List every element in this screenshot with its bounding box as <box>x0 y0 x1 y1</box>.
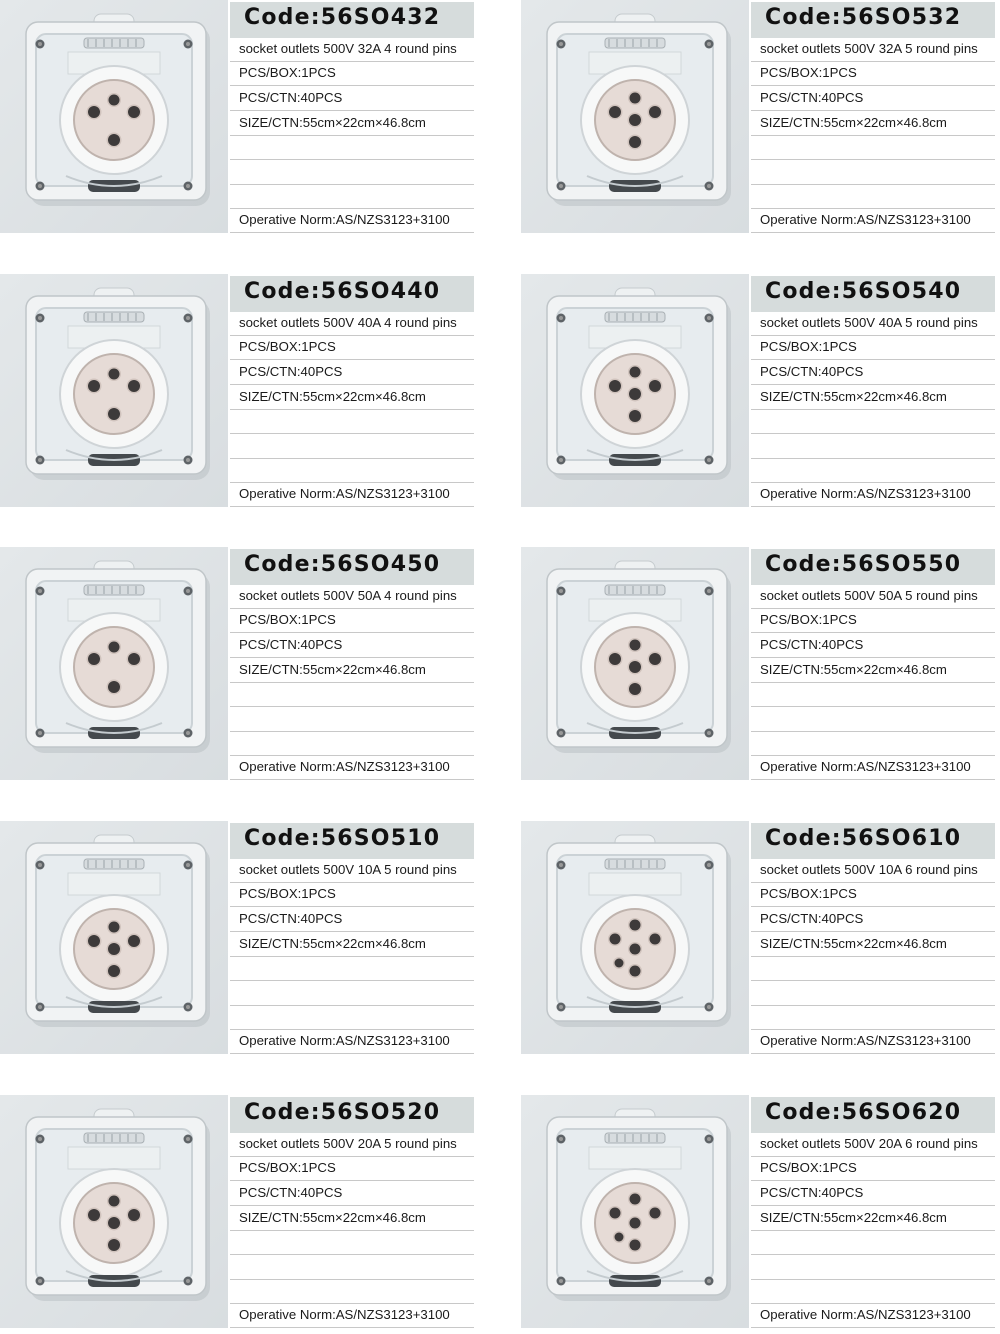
spec-row <box>230 755 474 780</box>
pcs-per-box: PCS/BOX:1PCS <box>760 65 857 80</box>
product-card <box>0 274 475 507</box>
product-code: Code:56SO432 <box>244 5 441 30</box>
product-card <box>521 1095 996 1328</box>
socket-outlet-icon <box>0 821 228 1054</box>
spec-row <box>230 608 474 633</box>
spec-row <box>230 658 474 683</box>
spec-row <box>751 1181 995 1206</box>
spec-row <box>751 981 995 1006</box>
spec-row <box>230 1206 474 1231</box>
product-code-bar <box>751 1097 995 1133</box>
product-code: Code:56SO540 <box>765 279 962 304</box>
product-info <box>230 547 474 780</box>
product-info <box>751 0 995 233</box>
pcs-per-box: PCS/BOX:1PCS <box>239 612 336 627</box>
spec-row <box>230 932 474 957</box>
spec-row <box>230 956 474 981</box>
spec-row <box>230 184 474 209</box>
socket-outlet-icon <box>521 821 749 1054</box>
socket-outlet-icon <box>0 547 228 780</box>
product-code-bar <box>230 1097 474 1133</box>
spec-row <box>751 135 995 160</box>
spec-row <box>230 907 474 932</box>
product-code-bar <box>751 276 995 312</box>
spec-row <box>751 658 995 683</box>
pcs-per-box: PCS/BOX:1PCS <box>239 1160 336 1175</box>
spec-row <box>751 482 995 507</box>
pcs-per-carton: PCS/CTN:40PCS <box>760 364 864 379</box>
socket-outlet-icon <box>521 1095 749 1328</box>
product-card <box>521 0 996 233</box>
spec-row <box>230 135 474 160</box>
operative-norm: Operative Norm:AS/NZS3123+3100 <box>239 1033 450 1048</box>
product-code: Code:56SO450 <box>244 552 441 577</box>
pcs-per-carton: PCS/CTN:40PCS <box>760 637 864 652</box>
product-code: Code:56SO520 <box>244 1100 441 1125</box>
spec-row <box>751 61 995 86</box>
product-code-bar <box>751 823 995 859</box>
operative-norm: Operative Norm:AS/NZS3123+3100 <box>760 486 971 501</box>
product-code-bar <box>230 276 474 312</box>
spec-row <box>751 1156 995 1181</box>
product-card <box>521 821 996 1054</box>
spec-row <box>230 385 474 410</box>
product-description: socket outlets 500V 32A 5 round pins <box>760 41 978 56</box>
socket-outlet-icon <box>521 0 749 233</box>
spec-row <box>751 1029 995 1054</box>
product-code: Code:56SO532 <box>765 5 962 30</box>
operative-norm: Operative Norm:AS/NZS3123+3100 <box>760 1307 971 1322</box>
pcs-per-carton: PCS/CTN:40PCS <box>760 90 864 105</box>
product-code: Code:56SO510 <box>244 826 441 851</box>
spec-row <box>751 858 995 883</box>
spec-row <box>751 1206 995 1231</box>
pcs-per-carton: PCS/CTN:40PCS <box>239 364 343 379</box>
product-description: socket outlets 500V 10A 6 round pins <box>760 862 978 877</box>
spec-row <box>230 682 474 707</box>
spec-row <box>751 111 995 136</box>
spec-row <box>751 184 995 209</box>
pcs-per-carton: PCS/CTN:40PCS <box>760 911 864 926</box>
product-info <box>230 821 474 1054</box>
operative-norm: Operative Norm:AS/NZS3123+3100 <box>239 1307 450 1322</box>
socket-outlet-icon <box>0 1095 228 1328</box>
spec-row <box>751 907 995 932</box>
product-code-bar <box>230 2 474 38</box>
spec-row <box>230 981 474 1006</box>
product-info <box>751 274 995 507</box>
spec-row <box>751 755 995 780</box>
spec-row <box>751 1255 995 1280</box>
product-photo <box>521 547 749 780</box>
spec-row <box>751 1005 995 1030</box>
spec-row <box>230 111 474 136</box>
spec-row <box>230 707 474 732</box>
pcs-per-carton: PCS/CTN:40PCS <box>239 1185 343 1200</box>
spec-row <box>230 360 474 385</box>
product-photo <box>521 1095 749 1328</box>
spec-row <box>230 858 474 883</box>
product-photo <box>521 0 749 233</box>
product-photo <box>0 821 228 1054</box>
product-code: Code:56SO620 <box>765 1100 962 1125</box>
spec-row <box>751 208 995 233</box>
carton-size: SIZE/CTN:55cm×22cm×46.8cm <box>760 662 947 677</box>
product-photo <box>0 547 228 780</box>
product-description: socket outlets 500V 10A 5 round pins <box>239 862 457 877</box>
carton-size: SIZE/CTN:55cm×22cm×46.8cm <box>239 389 426 404</box>
spec-row <box>230 434 474 459</box>
operative-norm: Operative Norm:AS/NZS3123+3100 <box>760 759 971 774</box>
spec-row <box>230 633 474 658</box>
operative-norm: Operative Norm:AS/NZS3123+3100 <box>239 759 450 774</box>
product-card <box>521 547 996 780</box>
product-card <box>0 0 475 233</box>
spec-row <box>230 458 474 483</box>
spec-row <box>751 434 995 459</box>
spec-row <box>230 1029 474 1054</box>
product-info <box>230 274 474 507</box>
spec-row <box>751 1230 995 1255</box>
product-info <box>751 821 995 1054</box>
pcs-per-box: PCS/BOX:1PCS <box>760 1160 857 1175</box>
pcs-per-box: PCS/BOX:1PCS <box>239 886 336 901</box>
socket-outlet-icon <box>521 547 749 780</box>
product-code-bar <box>751 549 995 585</box>
carton-size: SIZE/CTN:55cm×22cm×46.8cm <box>760 1210 947 1225</box>
product-description: socket outlets 500V 20A 5 round pins <box>239 1136 457 1151</box>
product-photo <box>521 821 749 1054</box>
operative-norm: Operative Norm:AS/NZS3123+3100 <box>239 212 450 227</box>
product-card <box>521 274 996 507</box>
spec-row <box>751 932 995 957</box>
spec-row <box>230 1303 474 1328</box>
spec-row <box>751 633 995 658</box>
carton-size: SIZE/CTN:55cm×22cm×46.8cm <box>239 1210 426 1225</box>
spec-row <box>751 311 995 336</box>
carton-size: SIZE/CTN:55cm×22cm×46.8cm <box>760 936 947 951</box>
spec-row <box>230 160 474 185</box>
product-photo <box>0 1095 228 1328</box>
pcs-per-carton: PCS/CTN:40PCS <box>239 637 343 652</box>
product-description: socket outlets 500V 40A 4 round pins <box>239 315 457 330</box>
product-code: Code:56SO610 <box>765 826 962 851</box>
spec-row <box>751 882 995 907</box>
spec-row <box>751 956 995 981</box>
product-code-bar <box>751 2 995 38</box>
product-description: socket outlets 500V 20A 6 round pins <box>760 1136 978 1151</box>
spec-row <box>751 335 995 360</box>
spec-row <box>230 584 474 609</box>
spec-row <box>230 882 474 907</box>
product-description: socket outlets 500V 50A 4 round pins <box>239 588 457 603</box>
spec-row <box>230 208 474 233</box>
spec-row <box>230 1255 474 1280</box>
pcs-per-carton: PCS/CTN:40PCS <box>760 1185 864 1200</box>
spec-row <box>230 409 474 434</box>
spec-row <box>230 731 474 756</box>
spec-row <box>751 707 995 732</box>
operative-norm: Operative Norm:AS/NZS3123+3100 <box>760 1033 971 1048</box>
socket-outlet-icon <box>0 0 228 233</box>
pcs-per-box: PCS/BOX:1PCS <box>239 339 336 354</box>
spec-row <box>751 385 995 410</box>
spec-row <box>751 682 995 707</box>
spec-row <box>230 311 474 336</box>
product-photo <box>521 274 749 507</box>
pcs-per-box: PCS/BOX:1PCS <box>760 339 857 354</box>
product-code-bar <box>230 823 474 859</box>
carton-size: SIZE/CTN:55cm×22cm×46.8cm <box>239 115 426 130</box>
product-description: socket outlets 500V 32A 4 round pins <box>239 41 457 56</box>
product-info <box>751 547 995 780</box>
spec-row <box>751 1279 995 1304</box>
product-info <box>230 0 474 233</box>
product-description: socket outlets 500V 50A 5 round pins <box>760 588 978 603</box>
product-info <box>751 1095 995 1328</box>
carton-size: SIZE/CTN:55cm×22cm×46.8cm <box>760 115 947 130</box>
spec-row <box>230 61 474 86</box>
product-info <box>230 1095 474 1328</box>
spec-row <box>230 1132 474 1157</box>
carton-size: SIZE/CTN:55cm×22cm×46.8cm <box>239 936 426 951</box>
carton-size: SIZE/CTN:55cm×22cm×46.8cm <box>239 662 426 677</box>
operative-norm: Operative Norm:AS/NZS3123+3100 <box>760 212 971 227</box>
pcs-per-carton: PCS/CTN:40PCS <box>239 911 343 926</box>
spec-row <box>230 1279 474 1304</box>
product-photo <box>0 274 228 507</box>
spec-row <box>751 1132 995 1157</box>
spec-row <box>751 160 995 185</box>
spec-row <box>230 86 474 111</box>
spec-row <box>230 482 474 507</box>
spec-row <box>230 1005 474 1030</box>
spec-row <box>230 1181 474 1206</box>
socket-outlet-icon <box>521 274 749 507</box>
spec-row <box>751 584 995 609</box>
product-card <box>0 1095 475 1328</box>
spec-row <box>751 458 995 483</box>
pcs-per-box: PCS/BOX:1PCS <box>760 612 857 627</box>
spec-row <box>230 37 474 62</box>
spec-row <box>230 1230 474 1255</box>
product-card <box>0 821 475 1054</box>
product-code-bar <box>230 549 474 585</box>
spec-row <box>751 86 995 111</box>
product-description: socket outlets 500V 40A 5 round pins <box>760 315 978 330</box>
spec-row <box>751 1303 995 1328</box>
spec-row <box>751 37 995 62</box>
pcs-per-box: PCS/BOX:1PCS <box>760 886 857 901</box>
spec-row <box>751 360 995 385</box>
spec-row <box>751 608 995 633</box>
operative-norm: Operative Norm:AS/NZS3123+3100 <box>239 486 450 501</box>
spec-row <box>751 409 995 434</box>
spec-row <box>230 1156 474 1181</box>
spec-row <box>751 731 995 756</box>
product-code: Code:56SO550 <box>765 552 962 577</box>
product-card <box>0 547 475 780</box>
product-photo <box>0 0 228 233</box>
carton-size: SIZE/CTN:55cm×22cm×46.8cm <box>760 389 947 404</box>
product-code: Code:56SO440 <box>244 279 441 304</box>
pcs-per-carton: PCS/CTN:40PCS <box>239 90 343 105</box>
spec-row <box>230 335 474 360</box>
socket-outlet-icon <box>0 274 228 507</box>
pcs-per-box: PCS/BOX:1PCS <box>239 65 336 80</box>
